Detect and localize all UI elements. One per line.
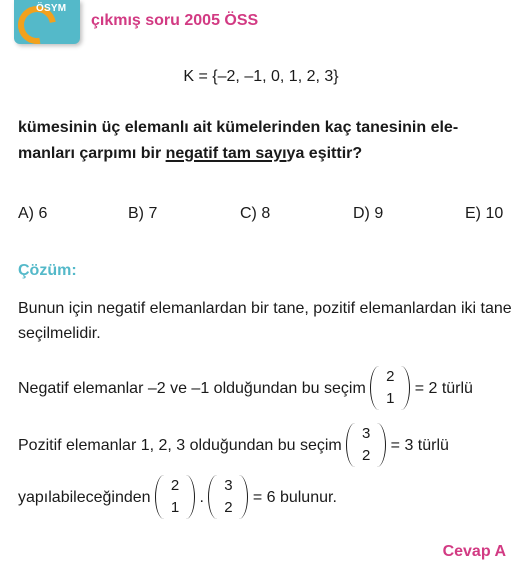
solution-line-2-text: Negatif elemanlar –2 ve –1 olduğundan bu seçim <box>18 380 366 398</box>
binomial-bottom: 1 <box>386 390 395 407</box>
solution-line-4 <box>18 475 337 521</box>
binomial-bottom: 2 <box>362 447 371 464</box>
solution-line-3-text: Pozitif elemanlar 1, 2, 3 olduğundan bu seçim <box>18 437 342 455</box>
solution-line-4-text: yapılabileceğinden <box>18 489 151 507</box>
set-expression: K = {–2, –1, 0, 1, 2, 3} <box>183 68 339 85</box>
binomial-2-1 <box>155 475 195 521</box>
binomial-3-2 <box>208 475 248 521</box>
solution-line-1: Bunun için negatif elemanlardan bir tane, pozitif elemanlardan iki tane seçilmelidir. <box>18 300 512 342</box>
logo-text: ÖSYM <box>36 3 67 14</box>
choice-a: A) 6 <box>18 205 48 222</box>
solution-line-2 <box>18 366 473 412</box>
solution-title: Çözüm: <box>18 262 77 279</box>
binomial-top: 3 <box>362 425 371 442</box>
solution-line-2-result: = 2 türlü <box>414 380 473 398</box>
binomial-top: 3 <box>224 477 233 494</box>
choice-c: C) 8 <box>240 205 271 222</box>
binomial-bottom: 1 <box>170 499 180 516</box>
binomial-top: 2 <box>170 477 180 494</box>
binomial-top: 2 <box>386 368 395 385</box>
question-text-part1: kümesinin üç elemanlı ait kümelerinden kaç tanesinin ele-manları çarpımı bir <box>18 119 459 162</box>
binomial-2-1 <box>370 366 410 412</box>
binomial-3-2 <box>346 423 386 469</box>
question-underlined: negatif tam sayı <box>165 145 287 162</box>
solution-line-4-result: = 6 bulunur. <box>252 489 337 507</box>
answer-label: Cevap A <box>442 543 506 560</box>
question-source: çıkmış soru 2005 ÖSS <box>91 12 259 29</box>
binomial-bottom: 2 <box>224 499 233 516</box>
choice-b: B) 7 <box>128 205 158 222</box>
choice-d: D) 9 <box>353 205 384 222</box>
multiply-dot: . <box>199 489 204 507</box>
choice-e: E) 10 <box>465 205 504 222</box>
question-text <box>18 115 513 167</box>
solution-line-3-result: = 3 türlü <box>390 437 449 455</box>
question-text-part2: ya eşittir? <box>286 145 363 162</box>
osym-logo <box>14 0 80 44</box>
solution-line-3 <box>18 423 449 469</box>
